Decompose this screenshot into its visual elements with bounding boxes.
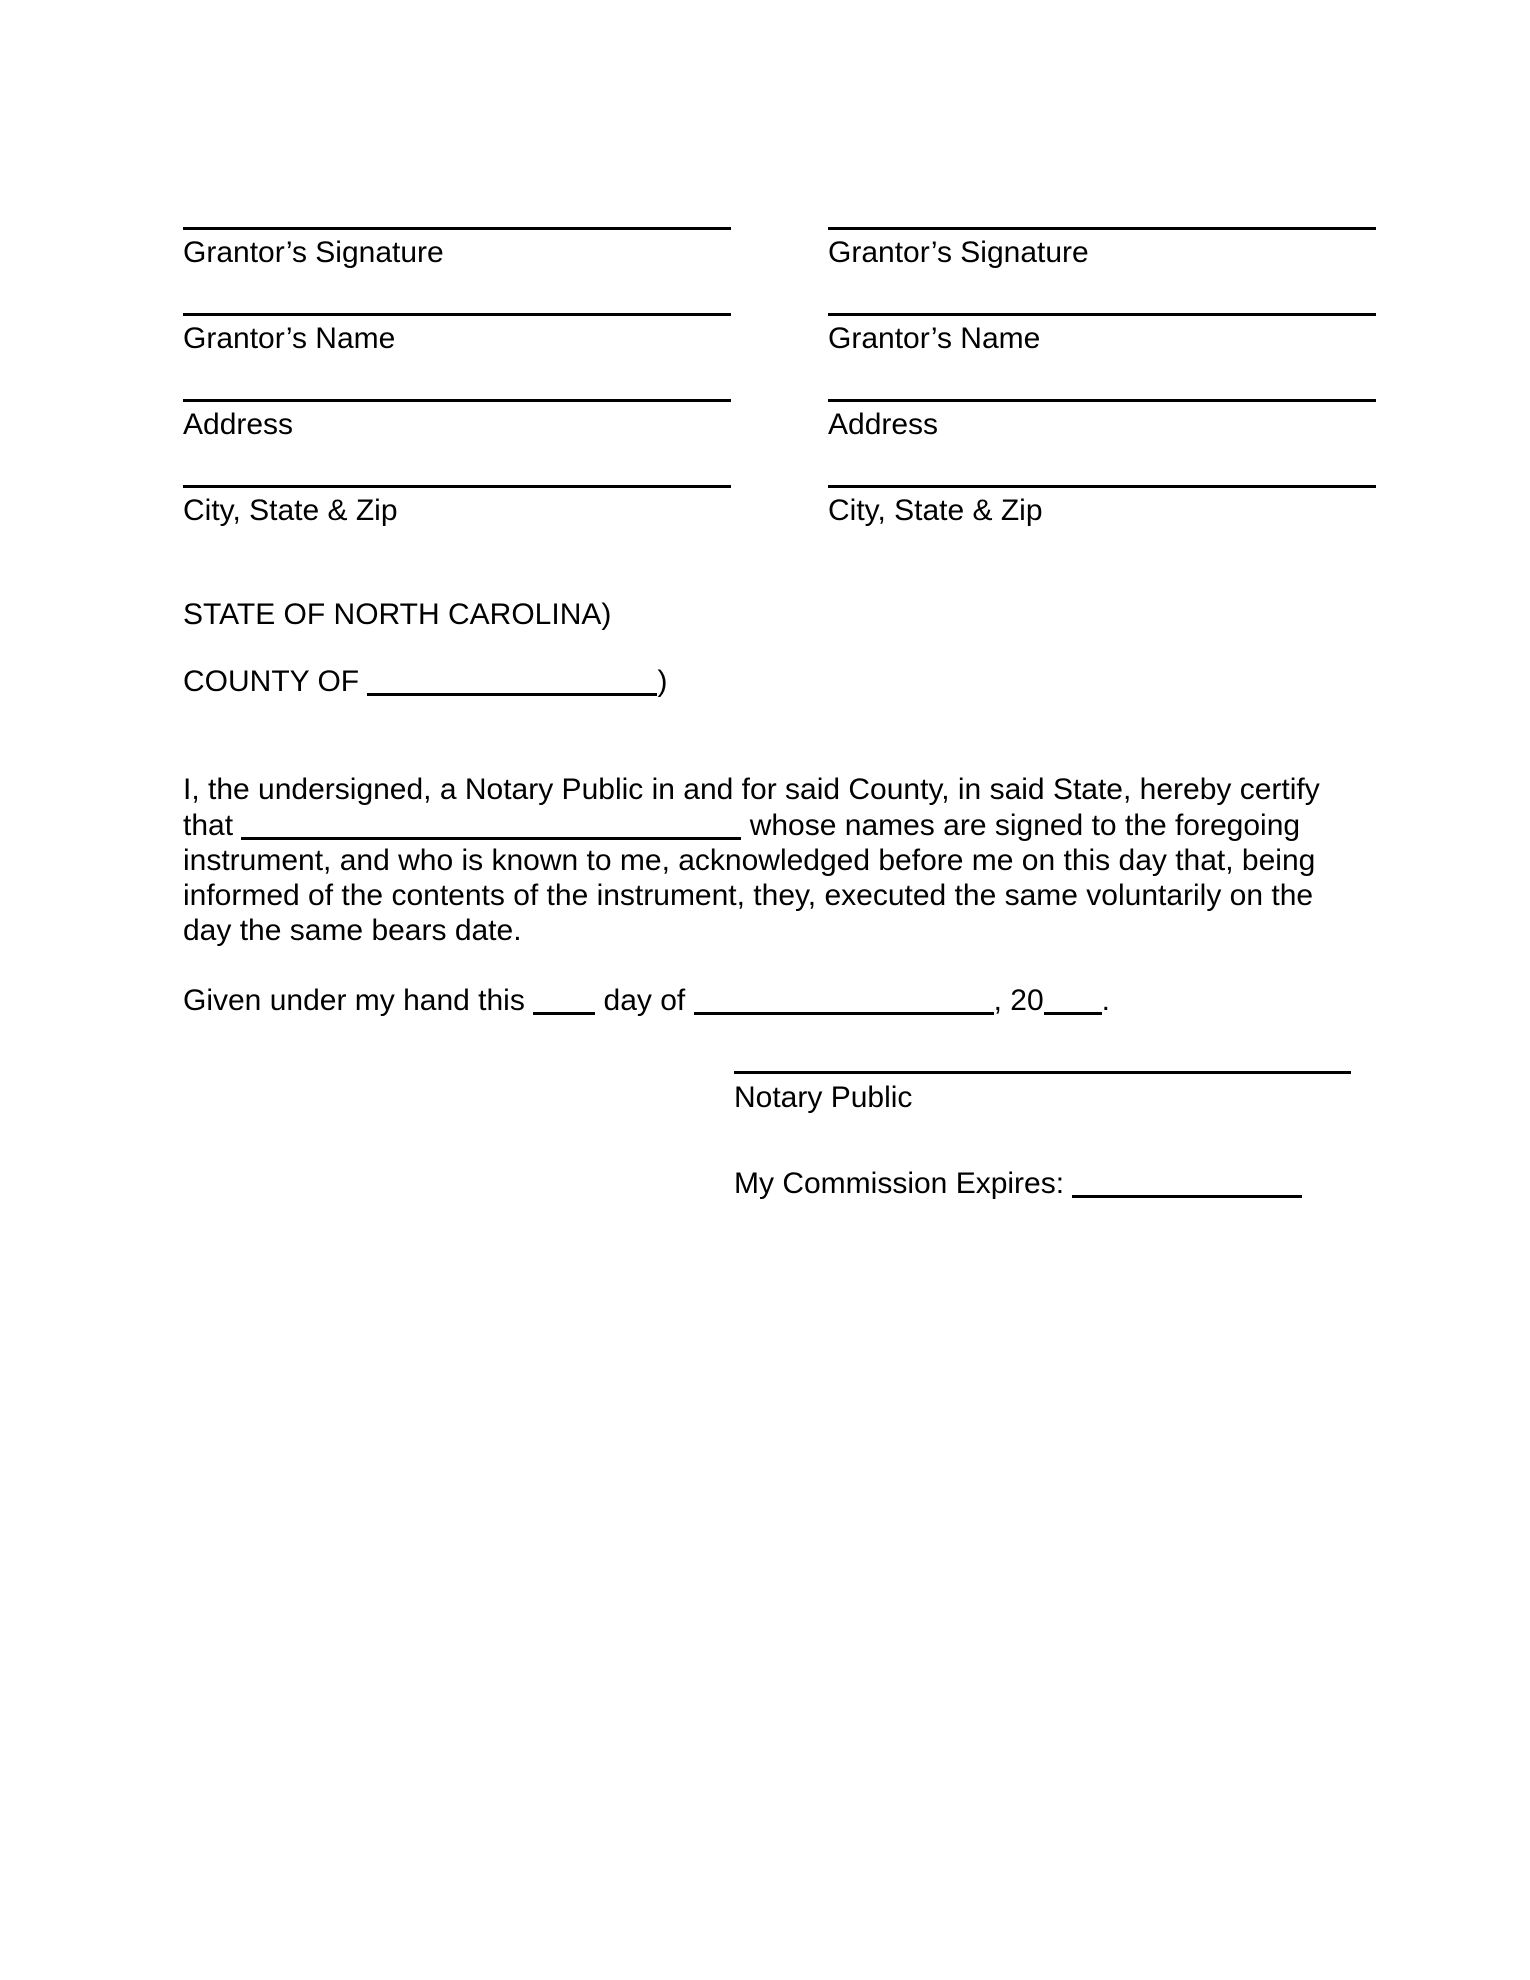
- fill-in-blank: [367, 663, 657, 696]
- state-of-north-carolina-line: STATE OF NORTH CAROLINA): [183, 598, 612, 631]
- paragraph-line: [183, 807, 1320, 843]
- city-state-zip-label: City, State & Zip: [183, 494, 398, 527]
- text-segment: instrument, and who is known to me, acknowledged before me on this day that, being: [183, 844, 1316, 877]
- text-segment: day the same bears date.: [183, 914, 522, 947]
- fill-in-blank: [694, 982, 994, 1015]
- grantors-signature-label: Grantor’s Signature: [183, 236, 444, 269]
- paragraph-line: [183, 913, 1320, 948]
- text-segment: Given under my hand this: [183, 984, 534, 1017]
- fill-in-blank: [241, 807, 741, 840]
- signature-row: [828, 485, 1376, 571]
- city-state-zip-label: City, State & Zip: [828, 494, 1043, 527]
- text-segment: day of: [595, 984, 694, 1017]
- text-segment: My Commission Expires:: [734, 1167, 1073, 1200]
- text-segment: informed of the contents of the instrument, they, executed the same voluntarily on the: [183, 879, 1314, 912]
- county-of-line: [183, 663, 667, 699]
- grantor-signature-column-right: [828, 227, 1376, 571]
- grantors-name-label: Grantor’s Name: [183, 322, 396, 355]
- signature-row: [183, 313, 731, 399]
- notary-public-label: Notary Public: [734, 1081, 913, 1114]
- signature-row: [183, 485, 731, 571]
- acknowledgment-paragraph: [183, 772, 1320, 948]
- signature-row: [183, 227, 731, 313]
- given-under-hand-line: [183, 982, 1110, 1018]
- signature-row: [828, 313, 1376, 399]
- fill-in-blank: [1072, 1165, 1302, 1198]
- paragraph-line: [183, 772, 1320, 807]
- text-segment: I, the undersigned, a Notary Public in and for said County, in said State, hereby certify: [183, 773, 1320, 806]
- fill-in-blank: [533, 982, 595, 1015]
- grantors-signature-label: Grantor’s Signature: [828, 236, 1089, 269]
- notary-public-signature-block: [734, 1071, 1351, 1115]
- address-label: Address: [183, 408, 294, 441]
- text-segment: that: [183, 809, 242, 842]
- text-segment: ): [657, 665, 668, 698]
- signature-row: [828, 227, 1376, 313]
- text-segment: whose names are signed to the foregoing: [741, 809, 1301, 842]
- address-label: Address: [828, 408, 939, 441]
- text-segment: COUNTY OF: [183, 665, 368, 698]
- commission-expires-line: [734, 1165, 1302, 1201]
- fill-in-blank: [1044, 982, 1102, 1015]
- paragraph-line: [183, 878, 1320, 913]
- grantors-name-label: Grantor’s Name: [828, 322, 1041, 355]
- text-segment: .: [1101, 984, 1110, 1017]
- grantor-signature-column-left: [183, 227, 731, 571]
- paragraph-line: [183, 843, 1320, 878]
- text-segment: , 20: [993, 984, 1044, 1017]
- signature-row: [828, 399, 1376, 485]
- signature-row: [183, 399, 731, 485]
